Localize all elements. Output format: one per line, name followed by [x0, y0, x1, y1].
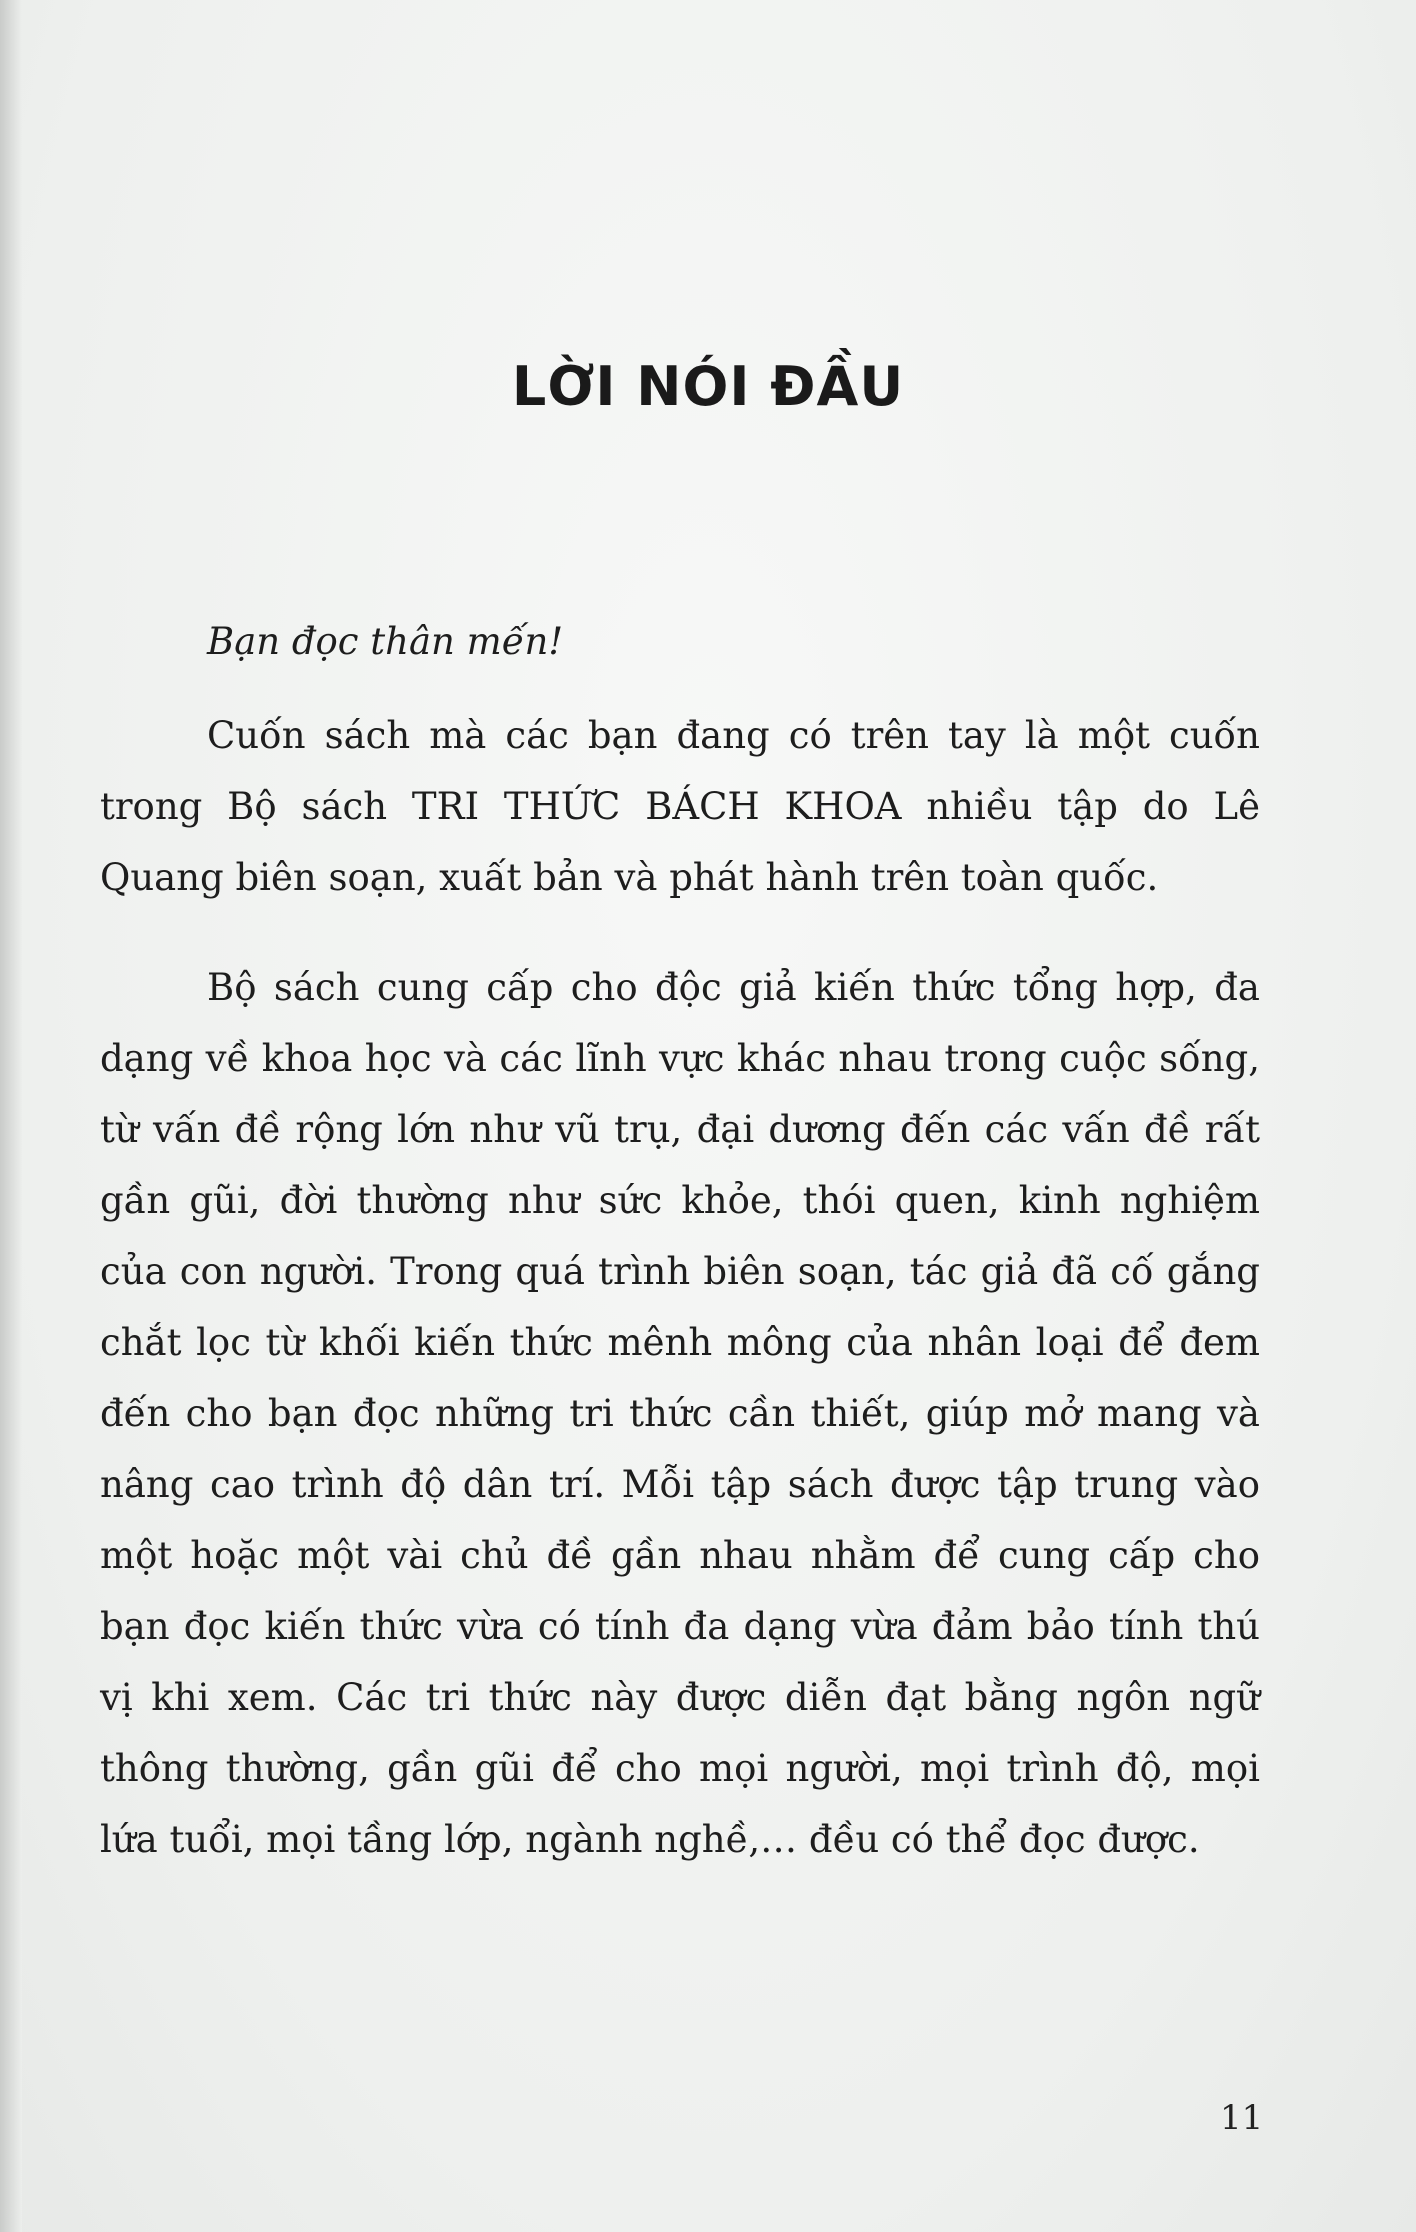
paragraph-2: Bộ sách cung cấp cho độc giả kiến thức tổng hợp, đa dạng về khoa học và các lĩnh vực khác nhau trong cuộc sống, từ vấn đề rộng lớn như vũ trụ, đại dương đến các vấn đề rất gần gũi, đời thường như sức khỏe, thói quen, kinh nghiệm của con người. Trong quá trình biên soạn, tác giả đã cố gắng chắt lọc từ khối kiến thức mênh mông của nhân loại để đem đến cho bạn đọc những tri thức cần thiết, giúp mở mang và nâng cao trình độ dân trí. Mỗi tập sách được tập trung vào một hoặc một vài chủ đề gần nhau nhằm để cung cấp cho bạn đọc kiến thức vừa có tính đa dạng vừa đảm bảo tính thú vị khi xem. Các tri thức này được diễn đạt bằng ngôn ngữ thông thường, gần gũi để cho mọi người, mọi trình độ, mọi lứa tuổi, mọi tầng lớp, ngành nghề,… đều có thể đọc được. — [100, 966, 1260, 1861]
paragraph-1: Cuốn sách mà các bạn đang có trên tay là một cuốn trong Bộ sách TRI THỨC BÁCH KHOA nhiều tập do Lê Quang biên soạn, xuất bản và phát hành trên toàn quốc. — [100, 714, 1260, 899]
page-title: LỜI NÓI ĐẦU — [511, 355, 905, 418]
page-number: 11 — [1220, 2098, 1264, 2138]
spine-shadow — [0, 0, 22, 2232]
greeting: Bạn đọc thân mến! — [207, 620, 564, 663]
